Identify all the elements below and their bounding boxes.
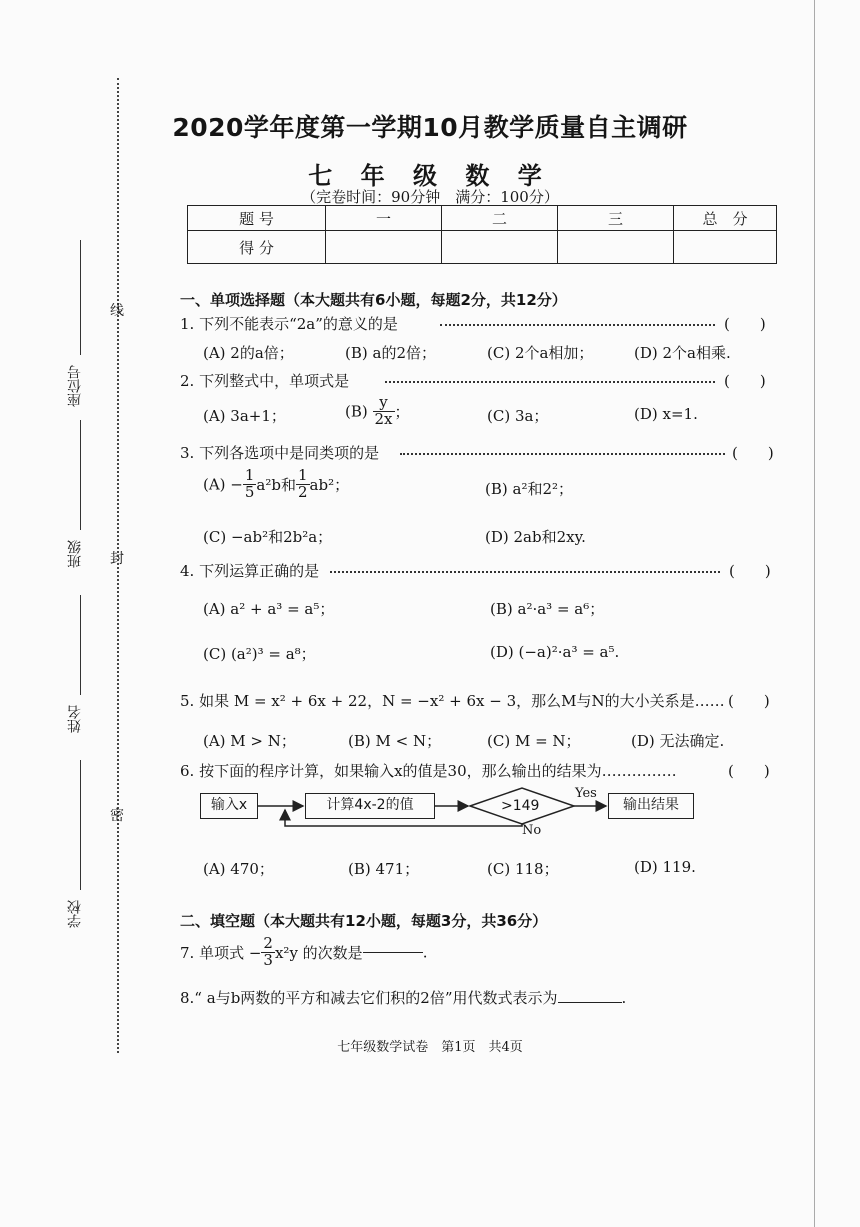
fraction-denominator: 5: [244, 482, 255, 501]
q2-option-c: (C) 3a；: [487, 407, 549, 425]
q7: [180, 936, 427, 969]
q3-option-d: (D) 2ab和2xy.: [485, 528, 586, 546]
q7-prefix: 7. 单项式 −: [180, 943, 262, 962]
seal-char-mi: 密: [110, 808, 124, 824]
q3-option-a-mid: a²b和: [256, 475, 296, 494]
q2-leader-dots: [385, 381, 715, 383]
subject-title: 七 年 级 数 学: [308, 161, 552, 190]
fraction-numerator: y: [373, 395, 395, 412]
name-blank[interactable]: [80, 595, 81, 695]
q3-stem: 3. 下列各选项中是同类项的是: [180, 444, 380, 462]
q3-option-c: (C) −ab²和2b²a；: [203, 528, 333, 546]
q5-option-d: (D) 无法确定.: [631, 732, 725, 750]
q1-option-a: (A) 2的a倍；: [203, 344, 294, 362]
q3-option-a-fraction1: [243, 468, 257, 501]
q8-end: .: [621, 989, 627, 1007]
fraction-denominator: 2x: [374, 409, 393, 428]
q6-option-a: (A) 470；: [203, 860, 274, 878]
q6-answer-paren[interactable]: ( ): [728, 762, 770, 780]
q2-stem: 2. 下列整式中，单项式是: [180, 372, 350, 390]
fraction-numerator: 2: [263, 934, 273, 952]
score-cell-total[interactable]: [674, 231, 777, 264]
q7-end: .: [422, 943, 428, 962]
exam-title: 2020学年度第一学期10月教学质量自主调研: [172, 113, 688, 142]
q5-stem: 5. 如果 M = x² + 6x + 22，N = −x² + 6x − 3，那么M与N的大小关系是……: [180, 692, 725, 710]
section1-heading: 一、单项选择题（本大题共有6小题，每题2分，共12分）: [180, 291, 567, 309]
score-header-total: 总 分: [674, 206, 777, 231]
score-cell-section3[interactable]: [558, 231, 674, 264]
name-label: 姓名: [67, 705, 83, 733]
q6-stem: 6. 按下面的程序计算，如果输入x的值是30，那么输出的结果为……………: [180, 762, 677, 780]
q8-answer-blank[interactable]: [558, 1002, 622, 1003]
q1-option-c: (C) 2个a相加；: [487, 344, 594, 362]
flow-output-box: 输出结果: [608, 793, 694, 819]
flow-compute-box: 计算4x-2的值: [305, 793, 435, 819]
q6-option-b: (B) 471；: [348, 860, 420, 878]
score-cell-section1[interactable]: [326, 231, 442, 264]
q2-option-b-punct: ；: [394, 402, 410, 421]
fraction-denominator: 3: [263, 950, 273, 969]
q2-answer-paren[interactable]: ( ): [724, 372, 766, 390]
score-table: [187, 205, 777, 264]
q1-stem: 1. 下列不能表示“2a”的意义的是: [180, 315, 398, 333]
q8-text: 8.“ a与b两数的平方和减去它们积的2倍”用代数式表示为: [180, 989, 558, 1007]
q5-option-b: (B) M < N；: [348, 732, 442, 750]
flow-no-label: No: [522, 823, 542, 838]
q2-option-a: (A) 3a+1；: [203, 407, 286, 425]
school-label: 学校: [67, 900, 83, 928]
flow-connectors: [250, 780, 630, 840]
q3-option-a-fraction2: [296, 468, 310, 501]
q7-answer-blank[interactable]: [363, 952, 423, 953]
class-blank[interactable]: [80, 420, 81, 530]
q3-option-a-label: (A) −: [203, 475, 243, 494]
seat-number-blank[interactable]: [80, 240, 81, 355]
q6-option-c: (C) 118；: [487, 860, 559, 878]
q2-option-b-label: (B): [345, 402, 368, 421]
q3-leader-dots: [400, 453, 725, 455]
q4-stem: 4. 下列运算正确的是: [180, 562, 320, 580]
q5-option-c: (C) M = N；: [487, 732, 581, 750]
fraction-numerator: 1: [297, 466, 308, 484]
school-blank[interactable]: [80, 760, 81, 890]
q7-fraction: [261, 936, 275, 969]
q3-option-a: [203, 468, 349, 501]
q3-answer-paren[interactable]: ( ): [732, 444, 774, 462]
score-header-section1: 一: [326, 206, 442, 231]
score-header-section2: 二: [442, 206, 558, 231]
q4-option-c: (C) (a²)³ = a⁸；: [203, 645, 316, 663]
q2-option-b: [345, 395, 410, 428]
q6-option-d: (D) 119.: [634, 858, 696, 876]
q4-answer-paren[interactable]: ( ): [729, 562, 771, 580]
q5-option-a: (A) M > N；: [203, 732, 296, 750]
q1-option-b: (B) a的2倍；: [345, 344, 436, 362]
q4-option-b: (B) a²·a³ = a⁶；: [490, 600, 605, 618]
q4-option-a: (A) a² + a³ = a⁵；: [203, 600, 335, 618]
q1-leader-dots: [440, 324, 715, 326]
q1-answer-paren[interactable]: ( ): [724, 315, 766, 333]
score-header-section3: 三: [558, 206, 674, 231]
q4-option-d: (D) (−a)²·a³ = a⁵.: [490, 643, 620, 661]
q3-option-a-end: ab²；: [309, 475, 350, 494]
q2-option-b-fraction: [373, 395, 395, 428]
q3-option-b: (B) a²和2²；: [485, 480, 574, 498]
seal-char-feng: 封: [110, 551, 124, 567]
fraction-numerator: 1: [244, 466, 255, 484]
score-header-number: 题 号: [188, 206, 326, 231]
score-row-label: 得 分: [188, 231, 326, 264]
score-cell-section2[interactable]: [442, 231, 558, 264]
q7-suffix: x²y 的次数是: [274, 943, 363, 962]
page-footer: 七年级数学试卷 第1页 共4页: [337, 1040, 523, 1055]
class-label: 班级: [67, 540, 83, 568]
fraction-denominator: 2: [297, 482, 308, 501]
section2-heading: 二、填空题（本大题共有12小题，每题3分，共36分）: [180, 912, 548, 930]
q5-answer-paren[interactable]: ( ): [728, 692, 770, 710]
flow-condition-text: >149: [501, 798, 540, 814]
flow-input-box: 输入x: [200, 793, 258, 819]
seal-char-line: 线: [110, 303, 124, 319]
exam-meta: （完卷时间：90分钟 满分：100分）: [301, 188, 559, 206]
seat-number-label: 座位号: [67, 365, 83, 407]
flow-yes-label: Yes: [575, 786, 597, 801]
q4-leader-dots: [330, 571, 720, 573]
q8: [180, 987, 626, 1008]
q2-option-d: (D) x=1.: [634, 405, 698, 423]
q1-option-d: (D) 2个a相乘.: [634, 344, 731, 362]
